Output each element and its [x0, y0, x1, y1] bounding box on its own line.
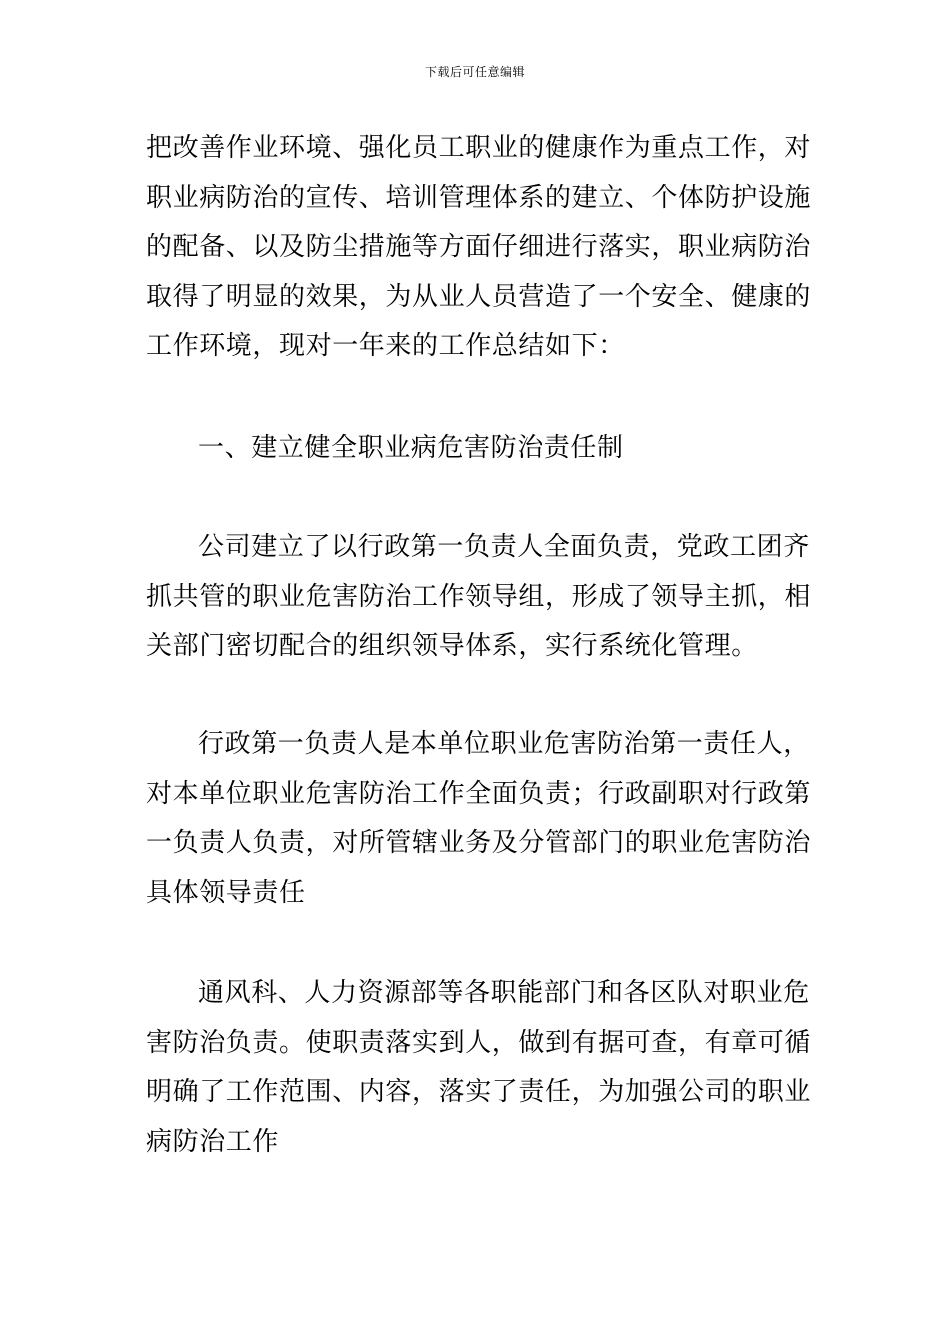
- paragraph-line: 通风科、人力资源部等各职能部门和各区队对职业危: [198, 978, 810, 1008]
- paragraph-line: 对本单位职业危害防治工作全面负责；行政副职对行政第: [146, 778, 812, 809]
- paragraph-line: 行政第一负责人是本单位职业危害防治第一责任人，: [198, 729, 810, 759]
- intro-line: 把改善作业环境、强化员工职业的健康作为重点工作，对: [146, 133, 812, 163]
- intro-line: 的配备、以及防尘措施等方面仔细进行落实，职业病防治: [146, 232, 812, 262]
- paragraph-line: 具体领导责任: [146, 877, 306, 908]
- paragraph-3: [146, 969, 812, 1167]
- intro-line: 职业病防治的宣传、培训管理体系的建立、个体防护设施: [146, 182, 812, 213]
- page-header-note: 下载后可任意编辑: [424, 65, 525, 79]
- paragraph-1: [146, 523, 812, 672]
- paragraph-line: 一负责人负责，对所管辖业务及分管部门的职业危害防治: [146, 828, 812, 858]
- paragraph-line: 公司建立了以行政第一负责人全面负责，党政工团齐: [198, 532, 810, 562]
- intro-paragraph: [146, 124, 812, 372]
- section-heading-text: 一、建立健全职业病危害防治责任制: [198, 433, 624, 463]
- paragraph-line: 关部门密切配合的组织领导体系，实行系统化管理。: [146, 631, 758, 661]
- intro-line: 取得了明显的效果，为从业人员营造了一个安全、健康的: [146, 281, 812, 312]
- paragraph-line: 明确了工作范围、内容，落实了责任，为加强公司的职业: [146, 1077, 812, 1107]
- intro-line: 工作环境，现对一年来的工作总结如下：: [146, 331, 625, 361]
- paragraph-line: 病防治工作: [146, 1126, 280, 1157]
- paragraph-line: 害防治负责。使职责落实到人，做到有据可查，有章可循: [146, 1027, 812, 1058]
- paragraph-2: [146, 720, 812, 918]
- section-heading: [146, 424, 806, 474]
- paragraph-line: 抓共管的职业危害防治工作领导组，形成了领导主抓，相: [146, 581, 812, 612]
